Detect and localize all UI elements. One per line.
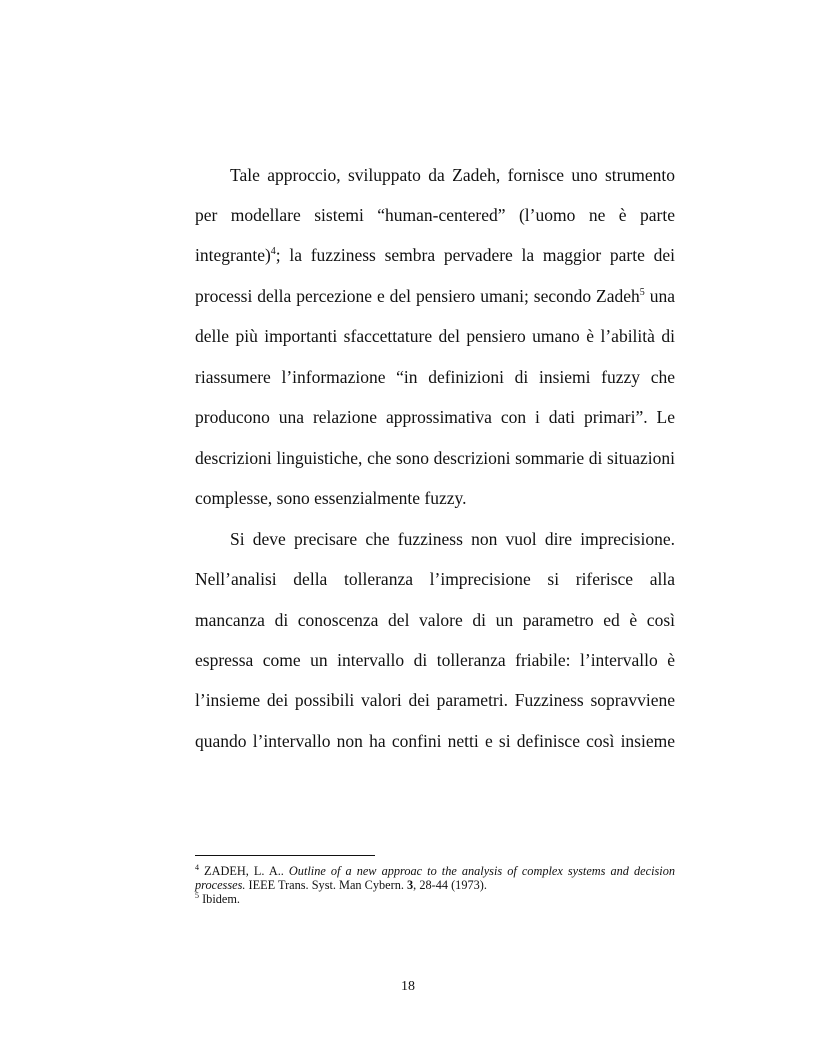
paragraph-line: integrante)$^4$; la fuzziness sembra pervadere la maggior parte dei — [195, 245, 675, 265]
paragraph-line: riassumere l’informazione “in definizioni di insiemi fuzzy che — [195, 367, 675, 387]
paragraph-line: espressa come un intervallo di tolleranza friabile: l’intervallo è — [195, 650, 675, 670]
footnote-ref-4[interactable]: 4 — [270, 246, 276, 257]
paragraph-line: l’insieme dei possibili valori dei parametri. Fuzziness sopravviene — [195, 690, 675, 710]
footnote-separator — [195, 855, 375, 856]
paragraph-line: per modellare sistemi “human-centered” (l’uomo ne è parte — [195, 205, 675, 225]
paragraph-line: Nell’analisi della tolleranza l’imprecisione si riferisce alla — [195, 569, 675, 589]
paragraph-line: delle più importanti sfaccettature del pensiero umano è l’abilità di — [195, 326, 675, 346]
paragraph-line: Si deve precisare che fuzziness non vuol dire imprecisione. — [230, 529, 675, 549]
paragraph-line: complesse, sono essenzialmente fuzzy. — [195, 488, 467, 508]
paragraph-line: processi della percezione e del pensiero umani; secondo Zadeh$^5$ una — [195, 286, 675, 306]
footnote-5: $^5$ Ibidem. — [195, 891, 240, 906]
footnote-ref-5[interactable]: 5 — [639, 287, 645, 298]
footnote-4: $^4$ ZADEH, L. A.. Outline of a new approac to the analysis of complex systems and decision — [195, 863, 675, 878]
paragraph-line: descrizioni linguistiche, che sono descrizioni sommarie di situazioni — [195, 448, 675, 468]
page-number: 18 — [401, 979, 415, 994]
paragraph-line: Tale approccio, sviluppato da Zadeh, fornisce uno strumento — [230, 165, 675, 185]
paragraph-line: mancanza di conoscenza del valore di un parametro ed è così — [195, 610, 675, 630]
paragraph-line: quando l’intervallo non ha confini netti e si definisce così insieme — [195, 731, 675, 751]
paragraph-line: producono una relazione approssimativa con i dati primari”. Le — [195, 407, 675, 427]
footnote-4-cont: processes. IEEE Trans. Syst. Man Cybern. 3, 28-44 (1973). — [195, 878, 487, 892]
